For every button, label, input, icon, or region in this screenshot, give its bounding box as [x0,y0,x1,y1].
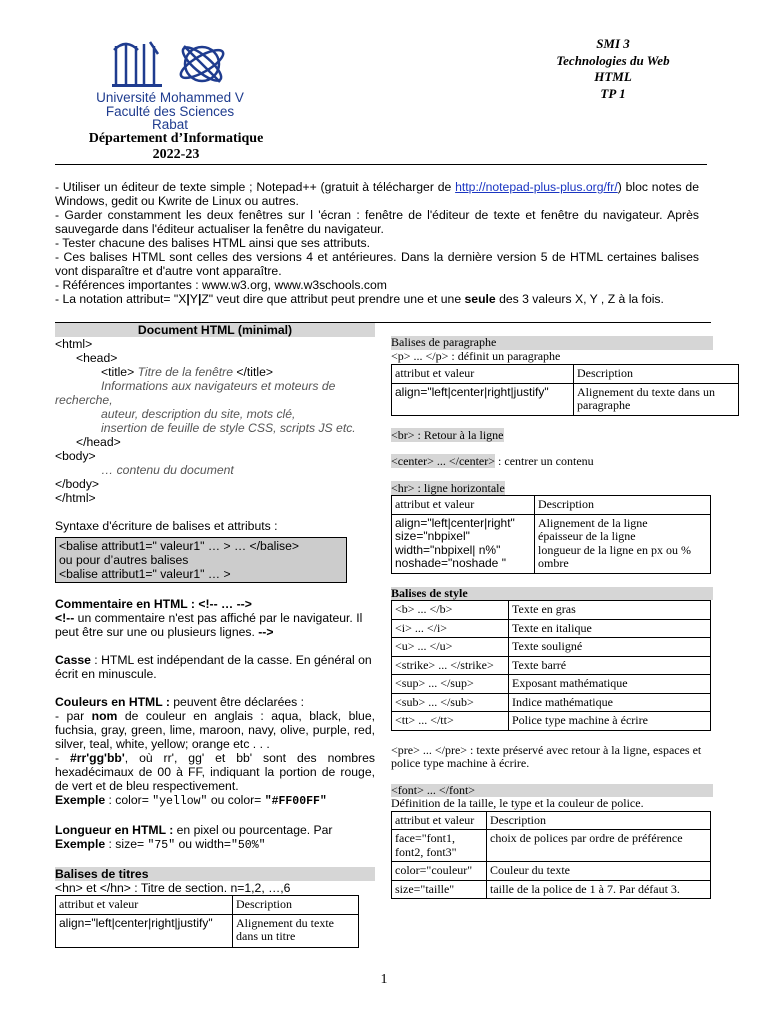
table-row: <i> ... </i> Texte en italique [392,619,711,638]
syntax-title: Syntaxe d'écriture de balises et attributs : [55,519,278,533]
comment-title: Commentaire en HTML : <!-- … --> [55,597,252,611]
table-row: attribut et valeur Description [392,811,711,830]
para-text: <p> ... </p> : définit un paragraphe [391,348,561,363]
font-table [391,811,711,900]
code-html-close: </html> [55,491,96,505]
colors-by-hex: - #rr'gg'bb', où rr', gg' et bb' sont des nombres hexadécimaux de 00 à FF, indiquant la portion de rouge, de vert et de bleu respectivement. [55,751,375,793]
table-row: face="font1, font2, font3" choix de polices par ordre de préférence [392,830,711,862]
table-row: color="couleur" Couleur du texte [392,862,711,881]
intro-instructions: - Utiliser un éditeur de texte simple ; Notepad++ (gratuit à télécharger de http://notepad-plus-plus.org/fr/) bloc notes de Windows, gedit ou Kwrite de Linux ou autres. - Garder constamment les deux fenêtres sur l 'écran : fenêtre de l'éditeur de texte et fenêtre du navigateur. Après sauvegarde dans l'éditeur actualiser la fenêtre du navigateur. - Tester chacune des balises HTML ainsi que ses attributs. - Ces balises HTML sont celles des versions 4 et antérieures. Dans la dernière version 5 de HTML certaines balises vont disparaître et d'autre vont apparaître. - Références importantes : www.w3.org, www.w3schools.com - La notation attribut= "X|Y|Z" veut dire que attribut peut prendre une et une seule des 3 valeurs X, Y , Z à la fois. [55,180,699,306]
code-body-close: </body> [55,477,100,491]
department-block [70,131,282,163]
right-column [391,336,713,899]
table-row: <sub> ... </sub> Indice mathématique [392,693,711,712]
center-text: <center> ... </center> : centrer un contenu [391,454,594,468]
table-row: <sup> ... </sup> Exposant mathématique [392,675,711,694]
table-row: attribut et valeur Description [392,496,711,515]
table-row: align="left|center|right" size="nbpixel" width="nbpixel| n%" noshade="noshade " Alignement de la ligne épaisseur de la ligne longueur de la ligne en px ou % ombre [392,514,711,573]
titles-table [55,895,359,948]
table-row: <strike> ... </strike> Texte barré [392,656,711,675]
style-title: Balises de style [391,587,713,601]
font-title: <font> ... </font> [391,784,713,798]
comment-text: <!-- un commentaire n'est pas affiché par le navigateur. Il peut être sur une ou plusieurs lignes. --> [55,611,363,639]
university-name: Université Mohammed V Faculté des Sciences Rabat [96,90,244,132]
table-row: <tt> ... </tt> Police type machine à écrire [392,712,711,731]
para-table [391,364,739,416]
hr-text: <hr> : ligne horizontale [391,480,505,495]
code-body-open: <body> [55,449,96,463]
code-head-close: </head> [76,435,121,449]
table-row: size="taille" taille de la police de 1 à 7. Par défaut 3. [392,880,711,899]
left-column: Document HTML (minimal) <html> <head> <title> Titre de la fenêtre </title> Informations aux navigateurs et moteurs de recherche, auteur, description du site, mots clé, insertion de feuille de style CSS, scripts JS etc. </head> <body> … contenu du document </body> </html> Syntaxe d'écriture de balises et attributs : <balise attribut1=" valeur1" … > … </balise> ou pour d’autres balises <balise attribut1=" valeur1" … > Commentaire en HTML : <!-- … --> <!-- un commentaire n'est pas affiché par le navigateur. Il peut être sur une ou plusieurs lignes. --> Casse : HTML est indépendant de la casse. En général on écrit en minuscule. Couleurs en HTML : peuvent être déclarées : - par nom de couleur en anglais : aqua, black, blue, fuchsia, gray, green, lime, maroon, navy, olive, purple, red, silver, teal, white, yellow; orange etc . . . - #rr'gg'bb', où rr', gg' et bb' sont des nombres hexadécimaux de 00 à FF, indiquant la portion de rouge, de vert et de bleu respectivement. Exemple : color= "yellow" ou color= "#FF00FF" Longueur en HTML : en pixel ou pourcentage. Par Exemple : size= "75" ou width="50%" Balises de titres <hn> et </hn> : Titre de section. n=1,2, …,6 attribut et valeur Description align="left|center|right|justify" Alignement du texte dans un titre [55,322,375,948]
hr-table [391,495,711,574]
colors-example: Exemple : color= "yellow" ou color= "#FF00FF" [55,793,327,808]
code-title-line: <title> Titre de la fenêtre </title> [101,365,273,379]
length-text: Longueur en HTML : en pixel ou pourcentage. Par [55,823,333,837]
academic-year: 2022-23 [152,147,200,162]
titles-text: <hn> et </hn> : Titre de section. n=1,2, …,6 [55,881,291,895]
page-number: 1 [380,972,388,987]
font-text: Définition de la taille, le type et la couleur de police. [391,796,644,810]
table-row: <u> ... </u> Texte souligné [392,638,711,657]
code-head-open: <head> [76,351,118,365]
notepad-link[interactable]: http://notepad-plus-plus.org/fr/ [455,180,618,194]
syntax-box: <balise attribut1=" valeur1" … > … </balise> ou pour d’autres balises <balise attribut1=" valeur1" … > [55,537,347,583]
casse-text: Casse : HTML est indépendant de la casse. En général on écrit en minuscule. [55,653,372,681]
table-row: align="left|center|right|justify" Alignement du texte dans un paragraphe [392,383,739,415]
colors-intro: Couleurs en HTML : peuvent être déclarées : [55,695,305,709]
style-table [391,600,711,731]
pre-text: <pre> ... </pre> : texte préservé avec retour à la ligne, espaces et police type machine à écrire. [391,742,702,770]
code-html-open: <html> [55,337,93,351]
doc-minimal-title: Document HTML (minimal) [55,323,375,337]
table-row: attribut et valeur Description [56,896,359,915]
para-title: Balises de paragraphe [391,336,713,350]
department-name: Département d’Informatique [88,131,264,146]
course-info: SMI 3 Technologies du Web HTML TP 1 [556,36,670,101]
br-text: <br> : Retour à la ligne [391,427,504,442]
table-row: attribut et valeur Description [392,365,739,384]
length-example: Exemple : size= "75" ou width="50%" [55,837,266,852]
titles-title: Balises de titres [55,867,375,881]
table-row: align="left|center|right|justify" Alignement du texte dans un titre [56,914,359,947]
header-divider [55,164,707,165]
table-row: <b> ... </b> Texte en gras [392,601,711,620]
colors-by-name: - par nom de couleur en anglais : aqua, black, blue, fuchsia, gray, green, lime, maroon, navy, olive, purple, red, silver, teal, white, yellow; orange etc . . . [55,709,375,751]
